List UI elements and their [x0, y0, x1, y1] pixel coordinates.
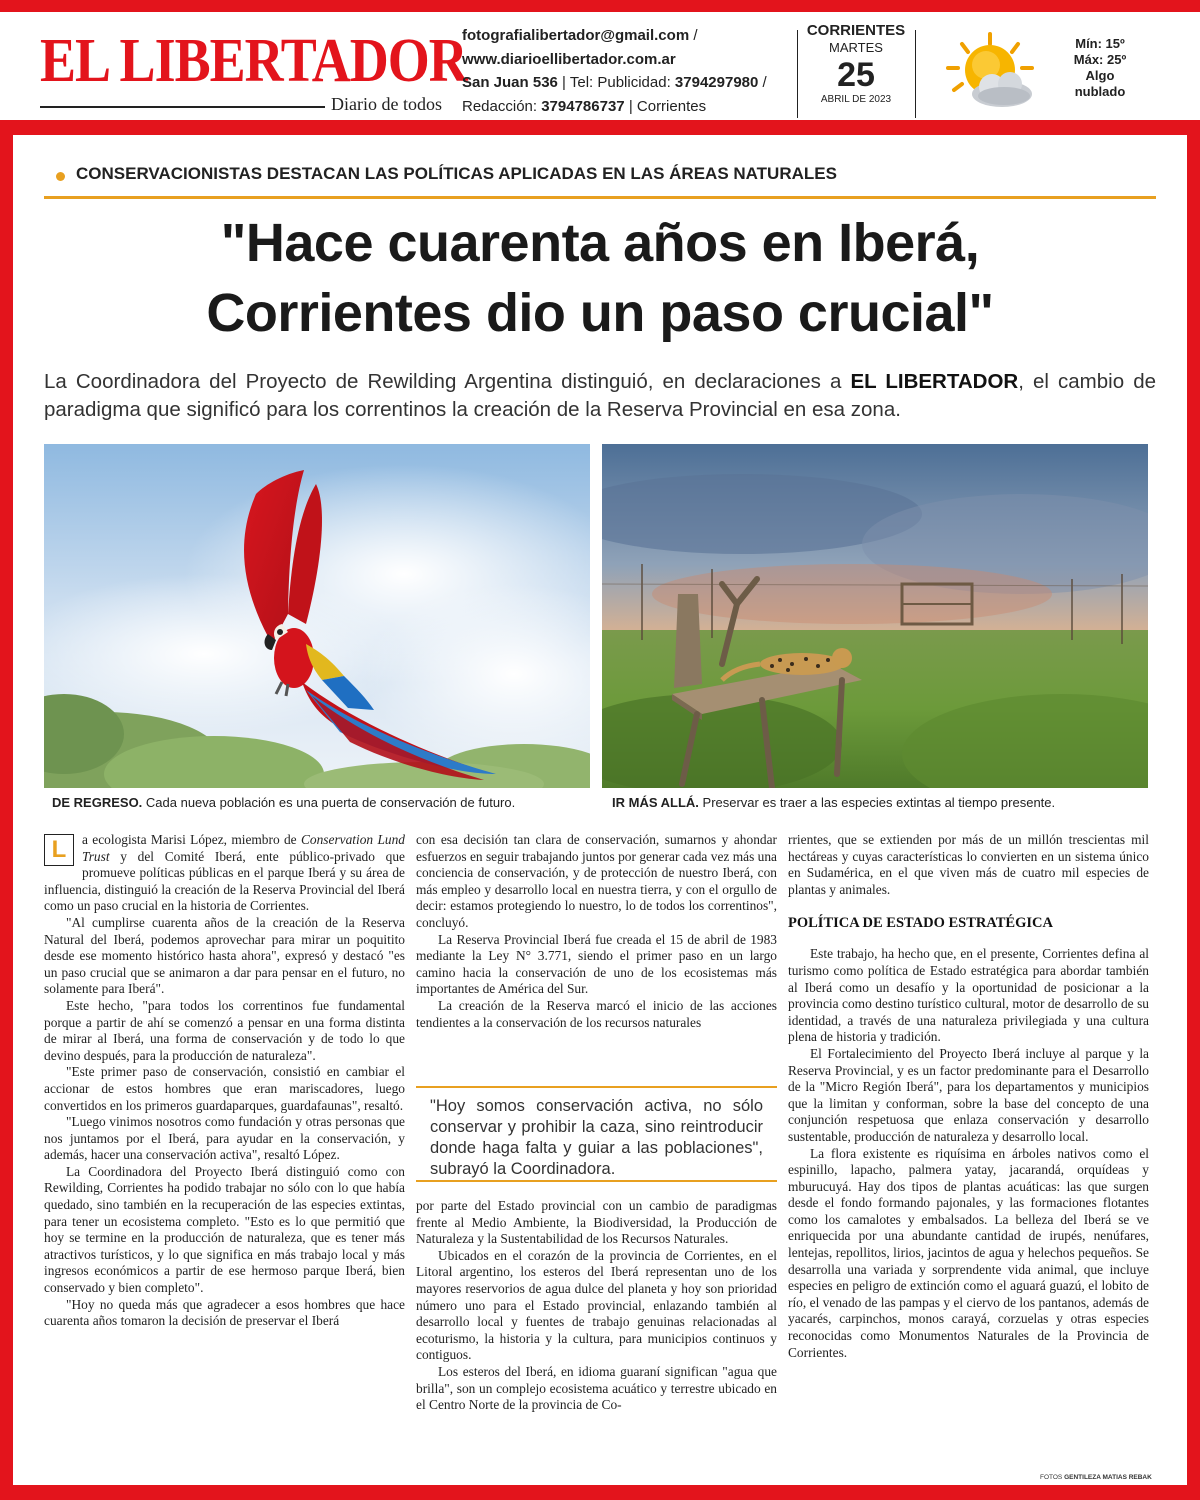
weather-min: Mín: 15º	[1075, 36, 1125, 51]
photo-caption-right	[612, 795, 1055, 810]
body-paragraph: Este trabajo, ha hecho que, en el presente, Corrientes defina al turismo como política de Estado estratégica para abordar también al Iberá como un desafío y la oportunidad de posicionar a la provincia como destino turístico cultural, motor de desarrollo de su identidad, a través de una naturaleza privilegiada y una cultura plena de historia y tradición.	[788, 946, 1149, 1045]
article-column-3	[788, 832, 1149, 1361]
photo-credit-label: FOTOS	[1040, 1474, 1065, 1481]
body-paragraph: "Al cumplirse cuarenta años de la creación de la Reserva Natural del Iberá, podemos aprovechar para mirar un poquitito desde ese momento histórico hasta ahora", expresó y destacó "es un paso crucial que se animaron a dar para pensar en el futuro, no solamente para Iberá".	[44, 914, 405, 997]
body-text: y del Comité Iberá, ente público-privado que promueve políticas públicas en el parque Iberá y su área de influencia, distinguió la creación de la Reserva Provincial del Iberá como un paso crucial en la historia de Corrientes.	[44, 848, 405, 914]
contact-email[interactable]: fotografialibertador@gmail.com	[462, 27, 690, 44]
contact-redaccion-label: Redacción:	[462, 97, 542, 115]
body-paragraph: El Fortalecimiento del Proyecto Iberá incluye al parque y la Reserva Provincial, y es un factor predominante para el Desarrollo de la "Micro Región Iberá", para los departamentos y municipios que la limitan y conforman, sobre la base del concepto de una conjunción respetuosa que enlaza conservación y desarrollo sustentable, producción de naturaleza y desarrollo local.	[788, 1045, 1149, 1144]
body-paragraph: La creación de la Reserva marcó el inicio de las acciones tendientes a la conservación de los recursos naturales	[416, 997, 777, 1030]
date-day: 25	[837, 56, 875, 94]
masthead-divider	[915, 30, 916, 118]
body-text: a ecologista Marisi López, miembro de	[82, 832, 301, 847]
caption-lead: IR MÁS ALLÁ.	[612, 795, 699, 810]
body-paragraph: Los esteros del Iberá, en idioma guaraní significan "agua que brilla", son un complejo ecosistema acuático y terrestre ubicado en el Centro Norte de la provincia de Co-	[416, 1363, 777, 1413]
photo-credit	[1040, 1474, 1152, 1481]
weather-max: Máx: 25º	[1073, 52, 1127, 67]
body-paragraph: "Hoy no queda más que agradecer a esos hombres que hace cuarenta años tomaron la decisión de preservar el Iberá	[44, 1296, 405, 1329]
bullet-dot-icon	[56, 172, 65, 181]
headline-line-1: "Hace cuarenta años en Iberá,	[220, 213, 980, 273]
macaw-photo	[44, 444, 590, 788]
pull-quote-rule-top	[416, 1086, 777, 1088]
contact-email-sep: /	[689, 27, 698, 44]
weather-forecast	[1055, 36, 1145, 100]
contact-city: | Corrientes	[624, 97, 707, 115]
body-paragraph: por parte del Estado provincial con un cambio de paradigmas frente al Medio Ambiente, la Biodiversidad, la Producción de Naturaleza y la Sustentabilidad de los Recursos Naturales.	[416, 1198, 777, 1247]
pull-quote-rule-bottom	[416, 1180, 777, 1182]
article-column-1	[44, 832, 405, 1330]
logo-title: EL LIBERTADOR	[40, 26, 467, 95]
body-text-italic: Conservation Lund Trust	[82, 832, 405, 864]
article-headline	[44, 208, 1156, 348]
article-kicker: CONSERVACIONISTAS DESTACAN LAS POLÍTICAS APLICADAS EN LAS ÁREAS NATURALES	[76, 164, 837, 183]
jaguar-photo	[602, 444, 1148, 788]
drop-cap: L	[44, 834, 74, 866]
body-paragraph: "Luego vinimos nosotros como fundación y otras personas que nos juntamos por el Iberá, para ayudar en la conservación, y además, hacer una conservación activa", resaltó López.	[44, 1114, 405, 1163]
masthead	[0, 12, 1200, 120]
headline-line-2: Corrientes dio un paso crucial"	[206, 283, 994, 343]
body-paragraph: con esa decisión tan clara de conservación, sumarnos y ahondar esfuerzos en seguir trabajando juntos por generar cada vez más una conciencia de conservación, y de protección de nuestro Iberá, con más empleo y desarrollo local en nuestra tierra, y con el orgullo de decir: estamos protegiendo lo nuestro, lo de todos los correntinos", concluyó.	[416, 832, 777, 930]
date-month-year: ABRIL DE 2023	[820, 94, 892, 105]
photo-credit-name: GENTILEZA MATIAS REBAK	[1064, 1474, 1152, 1481]
contact-info	[462, 24, 792, 118]
caption-text: Preservar es traer a las especies extintas al tiempo presente.	[698, 795, 1056, 810]
newspaper-logo[interactable]	[40, 26, 467, 116]
body-paragraph: rrientes, que se extienden por más de un millón trescientas mil hectáreas y cuyas características lo convierten en un sistema único en Sudamérica, en el que viven más de cuatro mil especies de plantas y animales.	[788, 832, 1149, 897]
article-column-2-continued	[416, 1198, 777, 1414]
body-paragraph	[44, 832, 405, 915]
body-paragraph: Ubicados en el corazón de la provincia de Corrientes, en el Litoral argentino, los esteros del Iberá representan uno de los mayores reservorios de agua dulce del planeta y hoy son prioridad número uno para el Estado provincial, enlazando también al desarrollo local y fuentes de trabajo genuinas relacionadas al ecoturismo, la historia y la cultura, para municipios continuos y contiguos.	[416, 1247, 777, 1363]
deck-text: La Coordinadora del Proyecto de Rewilding Argentina distinguió, en declaraciones a	[44, 370, 851, 393]
date-day-of-week: MARTES	[829, 40, 883, 55]
partly-cloudy-sun-icon	[940, 32, 1040, 112]
date-city: CORRIENTES	[806, 22, 906, 39]
logo-slogan: Diario de todos	[331, 94, 442, 114]
kicker-rule	[44, 196, 1156, 199]
contact-tel-sep: /	[758, 74, 767, 91]
article-deck	[44, 368, 1156, 424]
caption-text: Cada nueva población es una puerta de conservación de futuro.	[142, 795, 516, 810]
section-subhead: POLÍTICA DE ESTADO ESTRATÉGICA	[788, 915, 1053, 932]
contact-website[interactable]: www.diarioellibertador.com.ar	[462, 50, 676, 68]
body-paragraph: La flora existente es riquísima en árboles nativos como el espinillo, lapacho, palmera yatay, jacarandá, orquídeas y mburucuyá. Hay dos tipos de plantas acuáticas: las que surgen desde el fondo formando pajonales, y las formaciones flotantes como los camalotes y embalsados. La belleza del Iberá se ve enriquecida por una abundante cantidad de irupés, nenúfares, lentejas, repollitos, lirios, jacintos de agua y helechos pequeños. Se desarrolla una variada y sorprendente vida animal, que incluye especies en peligro de extinción como el aguará guazú, el lobito de río, el venado de las pampas y el ciervo de los pantanos, además de yacarés, carpinchos, monos carayá, corzuelas y otras especies reconocidas como Monumentos Naturales de la Provincia de Corrientes.	[788, 1145, 1149, 1360]
weather-condition-line2: nublado	[1074, 84, 1126, 99]
pull-quote: "Hoy somos conservación activa, no sólo conservar y prohibir la caza, sino reintroducir donde haga falta y guiar a las poblaciones", subrayó la Coordinadora.	[430, 1097, 763, 1178]
body-paragraph: La Coordinadora del Proyecto Iberá distinguió como con Rewilding, Corrientes ha podido trabajar no sólo con lo que había quedado, sino también en la recuperación de las especies extintas, para tener un ecosistema completo. "Esto es lo que permitió que hoy se termine en la producción de naturaleza, que es tener más atractivos turísticos, y lo que significa en más trabajo local y más ingresos económicos a partir de ese hermoso parque Iberá, bien conservado y bien completo".	[44, 1163, 405, 1296]
contact-address: San Juan 536	[462, 74, 558, 91]
contact-tel-label: | Tel: Publicidad:	[557, 74, 675, 91]
body-paragraph: Este hecho, "para todos los correntinos fue fundamental porque a partir de ahí se comenzó a pensar en una forma distinta de mirar al Iberá, una forma de conservación y de todo lo que devino después, para la producción de naturaleza".	[44, 997, 405, 1063]
contact-redaccion-number: 3794786737	[541, 97, 625, 115]
caption-lead: DE REGRESO.	[52, 795, 143, 810]
weather-condition-line1: Algo	[1085, 68, 1115, 83]
kicker-row	[44, 162, 1156, 190]
article-column-2	[416, 832, 777, 1031]
top-brand-stripe	[0, 0, 1200, 12]
deck-newspaper-name: EL LIBERTADOR	[850, 370, 1019, 393]
body-paragraph: La Reserva Provincial Iberá fue creada el 15 de abril de 1983 mediante la Ley N° 3.771, siendo el primer paso en un largo camino hacia la conservación de uno de los ecosistemas más importantes de América del Sur.	[416, 931, 777, 997]
issue-date	[803, 22, 909, 106]
contact-tel-number: 3794297980	[674, 74, 759, 91]
deck-text: , el cambio de paradigma que significó para los correntinos la creación de la Reserva Provincial en esa zona.	[44, 370, 1156, 421]
body-paragraph: "Este primer paso de conservación, consistió en cambiar el accionar de estos hombres que eran mariscadores, luego convertidos en los primeros guardaparques, guardafaunas", resaltó.	[44, 1064, 405, 1113]
photo-caption-left	[52, 795, 515, 810]
logo-rule	[40, 106, 325, 108]
masthead-divider	[797, 30, 798, 118]
